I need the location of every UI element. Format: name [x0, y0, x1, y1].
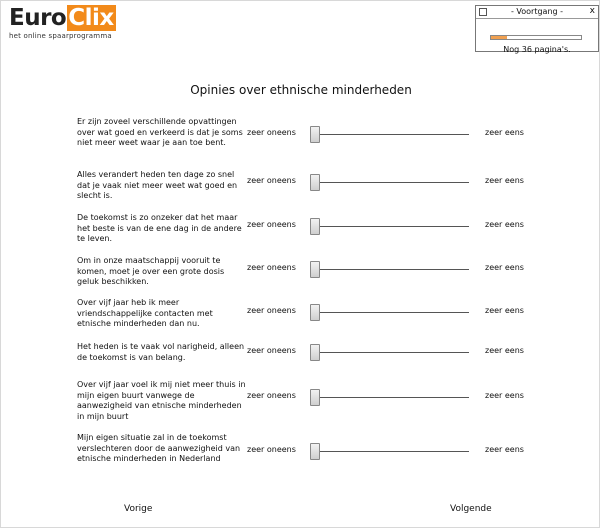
- slider-thumb[interactable]: [310, 126, 320, 143]
- scale-label-disagree: zeer oneens: [247, 263, 296, 272]
- slider-thumb[interactable]: [310, 261, 320, 278]
- scale-label-agree: zeer eens: [485, 391, 524, 400]
- slider-thumb[interactable]: [310, 218, 320, 235]
- slider-thumb[interactable]: [310, 389, 320, 406]
- scale-label-agree: zeer eens: [485, 176, 524, 185]
- page-title: Opinies over ethnische minderheden: [190, 83, 412, 97]
- slider-track[interactable]: [313, 269, 469, 270]
- progress-bar: [490, 35, 582, 40]
- scale-label-disagree: zeer oneens: [247, 445, 296, 454]
- logo-clix: Clix: [68, 5, 114, 31]
- scale-label-agree: zeer eens: [485, 346, 524, 355]
- question-text: Alles verandert heden ten dage zo snel dat je vaak niet meer weet wat goed en slecht is.: [77, 170, 238, 200]
- slider-track[interactable]: [313, 226, 469, 227]
- progress-bar-fill: [491, 36, 507, 39]
- slider-thumb[interactable]: [310, 174, 320, 191]
- slider-track[interactable]: [313, 134, 469, 135]
- progress-titlebar[interactable]: [476, 6, 598, 19]
- question-text: De toekomst is zo onzeker dat het maar het beste is van de ene dag in de andere te leven.: [77, 213, 242, 243]
- scale-label-agree: zeer eens: [485, 128, 524, 137]
- question-text: Over vijf jaar heb ik meer vriendschappelijke contacten met etnische minderheden dan nu.: [77, 298, 213, 328]
- scale-label-disagree: zeer oneens: [247, 306, 296, 315]
- question-text: Om in onze maatschappij vooruit te komen, moet je over een grote dosis geluk beschikken.: [77, 256, 225, 286]
- slider-thumb[interactable]: [310, 443, 320, 460]
- logo-euro: Euro: [9, 5, 67, 31]
- question-text: Het heden is te vaak vol narigheid, alleen de toekomst is van belang.: [77, 342, 245, 362]
- scale-label-agree: zeer eens: [485, 220, 524, 229]
- slider-track[interactable]: [313, 312, 469, 313]
- question-text: Mijn eigen situatie zal in de toekomst verslechteren door de aanwezigheid van etnische minderheden in Nederland: [77, 433, 241, 463]
- progress-text: Nog 36 pagina's.: [503, 45, 571, 54]
- slider-track[interactable]: [313, 451, 469, 452]
- previous-button[interactable]: Vorige: [124, 504, 153, 514]
- next-button[interactable]: Volgende: [450, 504, 492, 514]
- scale-label-disagree: zeer oneens: [247, 220, 296, 229]
- scale-label-agree: zeer eens: [485, 263, 524, 272]
- slider-thumb[interactable]: [310, 304, 320, 321]
- slider-track[interactable]: [313, 397, 469, 398]
- scale-label-disagree: zeer oneens: [247, 176, 296, 185]
- progress-window: [475, 5, 599, 52]
- euroclix-logo: [9, 5, 116, 40]
- scale-label-agree: zeer eens: [485, 306, 524, 315]
- scale-label-disagree: zeer oneens: [247, 346, 296, 355]
- scale-label-disagree: zeer oneens: [247, 128, 296, 137]
- question-text: Er zijn zoveel verschillende opvattingen over wat goed en verkeerd is dat je soms niet meer weet waar je aan toe bent.: [77, 117, 243, 147]
- logo-tagline: het online spaarprogramma: [9, 32, 112, 40]
- slider-thumb[interactable]: [310, 344, 320, 361]
- slider-track[interactable]: [313, 182, 469, 183]
- slider-track[interactable]: [313, 352, 469, 353]
- question-text: Over vijf jaar voel ik mij niet meer thuis in mijn eigen buurt vanwege de aanwezigheid van etnische minderheden in mijn buurt: [77, 380, 246, 421]
- scale-label-disagree: zeer oneens: [247, 391, 296, 400]
- close-icon[interactable]: x: [589, 6, 595, 16]
- progress-title: - Voortgang -: [510, 7, 564, 16]
- scale-label-agree: zeer eens: [485, 445, 524, 454]
